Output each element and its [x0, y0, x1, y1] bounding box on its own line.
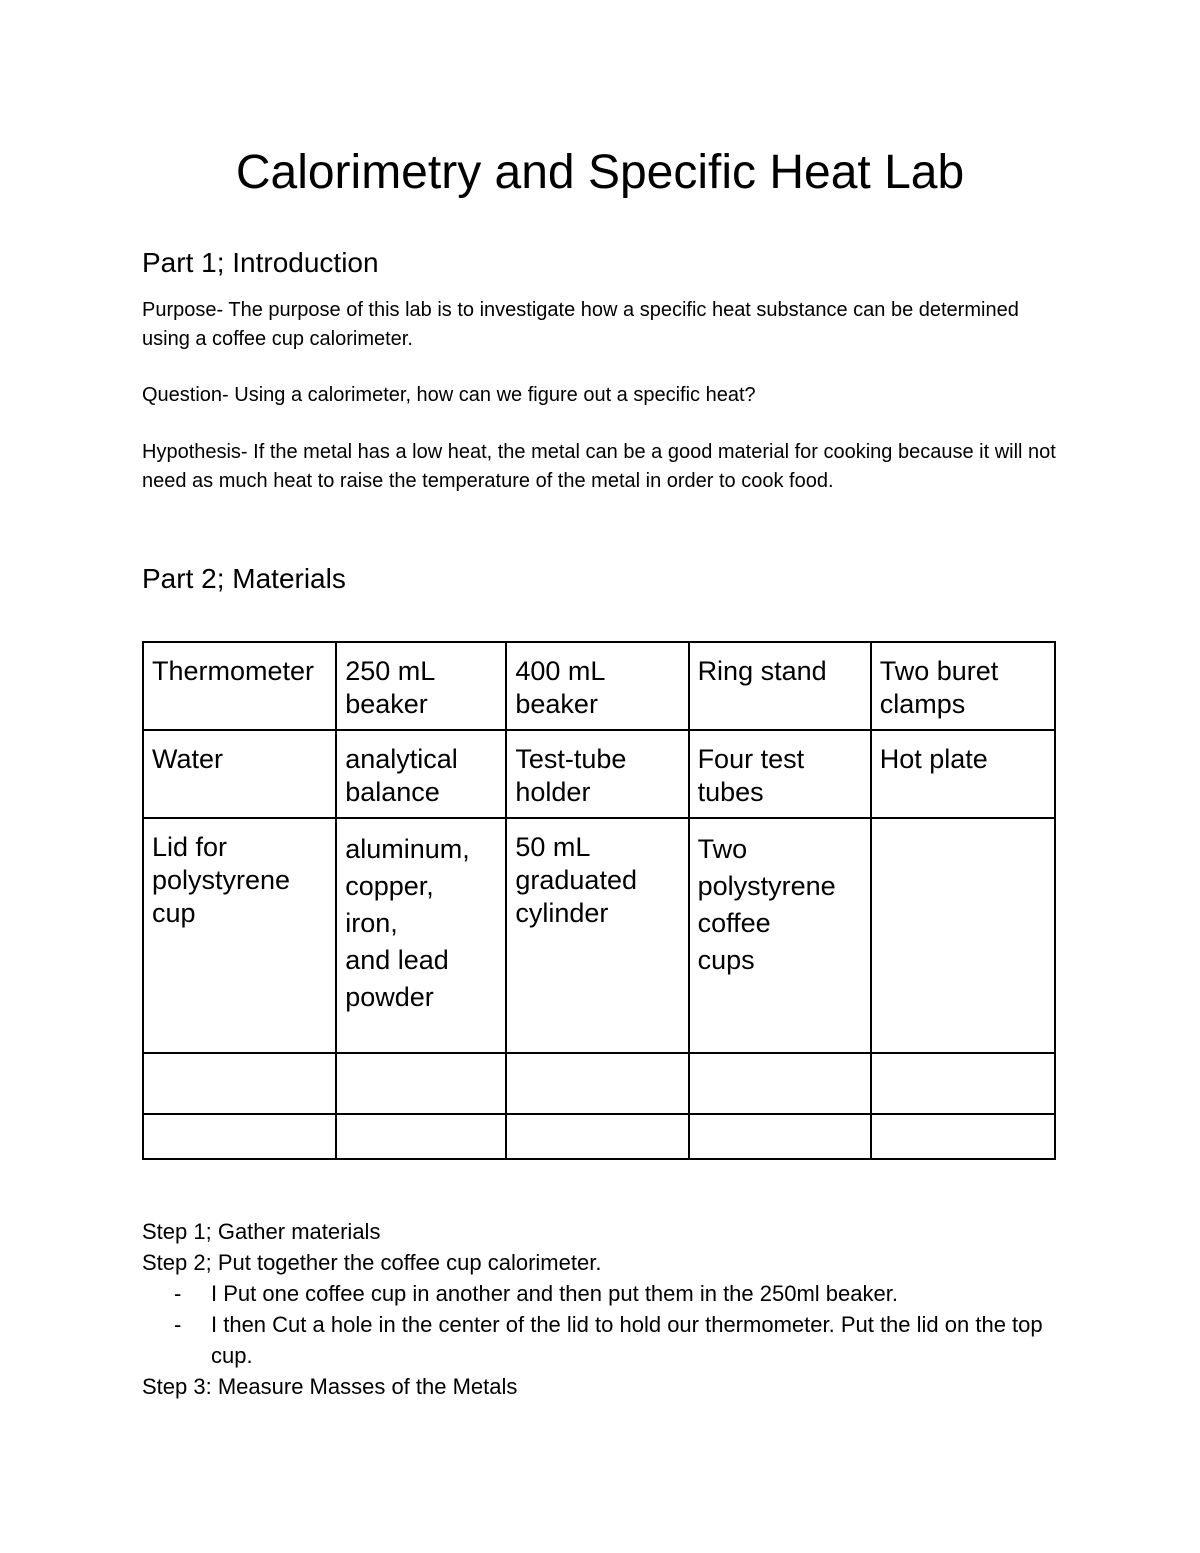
- materials-table: [142, 641, 1056, 1160]
- table-cell: Four test tubes: [689, 730, 871, 818]
- table-cell: Water: [143, 730, 336, 818]
- table-cell: 50 mL graduated cylinder: [506, 818, 688, 1053]
- list-item: [142, 1309, 1062, 1371]
- table-cell: [871, 1114, 1055, 1159]
- table-cell: [871, 818, 1055, 1053]
- table-cell: [336, 1114, 506, 1159]
- table-cell: aluminum, copper, iron, and lead powder: [336, 818, 506, 1053]
- table-cell: Test-tube holder: [506, 730, 688, 818]
- table-cell: Two polystyrene coffee cups: [689, 818, 871, 1053]
- question-paragraph: Question- Using a calorimeter, how can we figure out a specific heat?: [142, 384, 756, 406]
- part1-heading: Part 1; Introduction: [142, 247, 379, 278]
- table-row: [143, 818, 1055, 1053]
- step-2-bullet-2: I then Cut a hole in the center of the lid to hold our thermometer. Put the lid on the top cup.: [211, 1312, 1043, 1368]
- table-row: [143, 642, 1055, 730]
- step-2-bullet-1: I Put one coffee cup in another and then put them in the 250ml beaker.: [211, 1281, 898, 1306]
- table-cell: [689, 1053, 871, 1114]
- hypothesis-paragraph: Hypothesis- If the metal has a low heat, the metal can be a good material for cooking because it will not need as much heat to raise the temperature of the metal in order to cook food.: [142, 441, 1056, 492]
- list-item: [142, 1278, 1062, 1309]
- table-cell: [143, 1114, 336, 1159]
- bullet-marker: -: [174, 1312, 182, 1337]
- step-3: Step 3: Measure Masses of the Metals: [142, 1374, 518, 1399]
- bullet-marker: -: [174, 1281, 182, 1306]
- table-row: [143, 730, 1055, 818]
- table-cell: Ring stand: [689, 642, 871, 730]
- table-cell: [506, 1053, 688, 1114]
- step-1: Step 1; Gather materials: [142, 1219, 381, 1244]
- table-cell: [506, 1114, 688, 1159]
- table-cell: analytical balance: [336, 730, 506, 818]
- table-cell: Hot plate: [871, 730, 1055, 818]
- table-cell: 250 mL beaker: [336, 642, 506, 730]
- procedure-steps: [142, 1216, 1062, 1402]
- purpose-paragraph: Purpose- The purpose of this lab is to investigate how a specific heat substance can be determined using a coffee cup calorimeter.: [142, 299, 1019, 350]
- step-2: Step 2; Put together the coffee cup calorimeter.: [142, 1250, 602, 1275]
- part2-heading: Part 2; Materials: [142, 563, 346, 594]
- table-cell: [143, 1053, 336, 1114]
- table-cell: Lid for polystyrene cup: [143, 818, 336, 1053]
- document-title: Calorimetry and Specific Heat Lab: [235, 146, 965, 199]
- table-cell: [336, 1053, 506, 1114]
- table-cell: 400 mL beaker: [506, 642, 688, 730]
- table-cell: [689, 1114, 871, 1159]
- table-cell: Thermometer: [143, 642, 336, 730]
- table-row: [143, 1114, 1055, 1159]
- table-cell: Two buret clamps: [871, 642, 1055, 730]
- table-cell: [871, 1053, 1055, 1114]
- table-row: [143, 1053, 1055, 1114]
